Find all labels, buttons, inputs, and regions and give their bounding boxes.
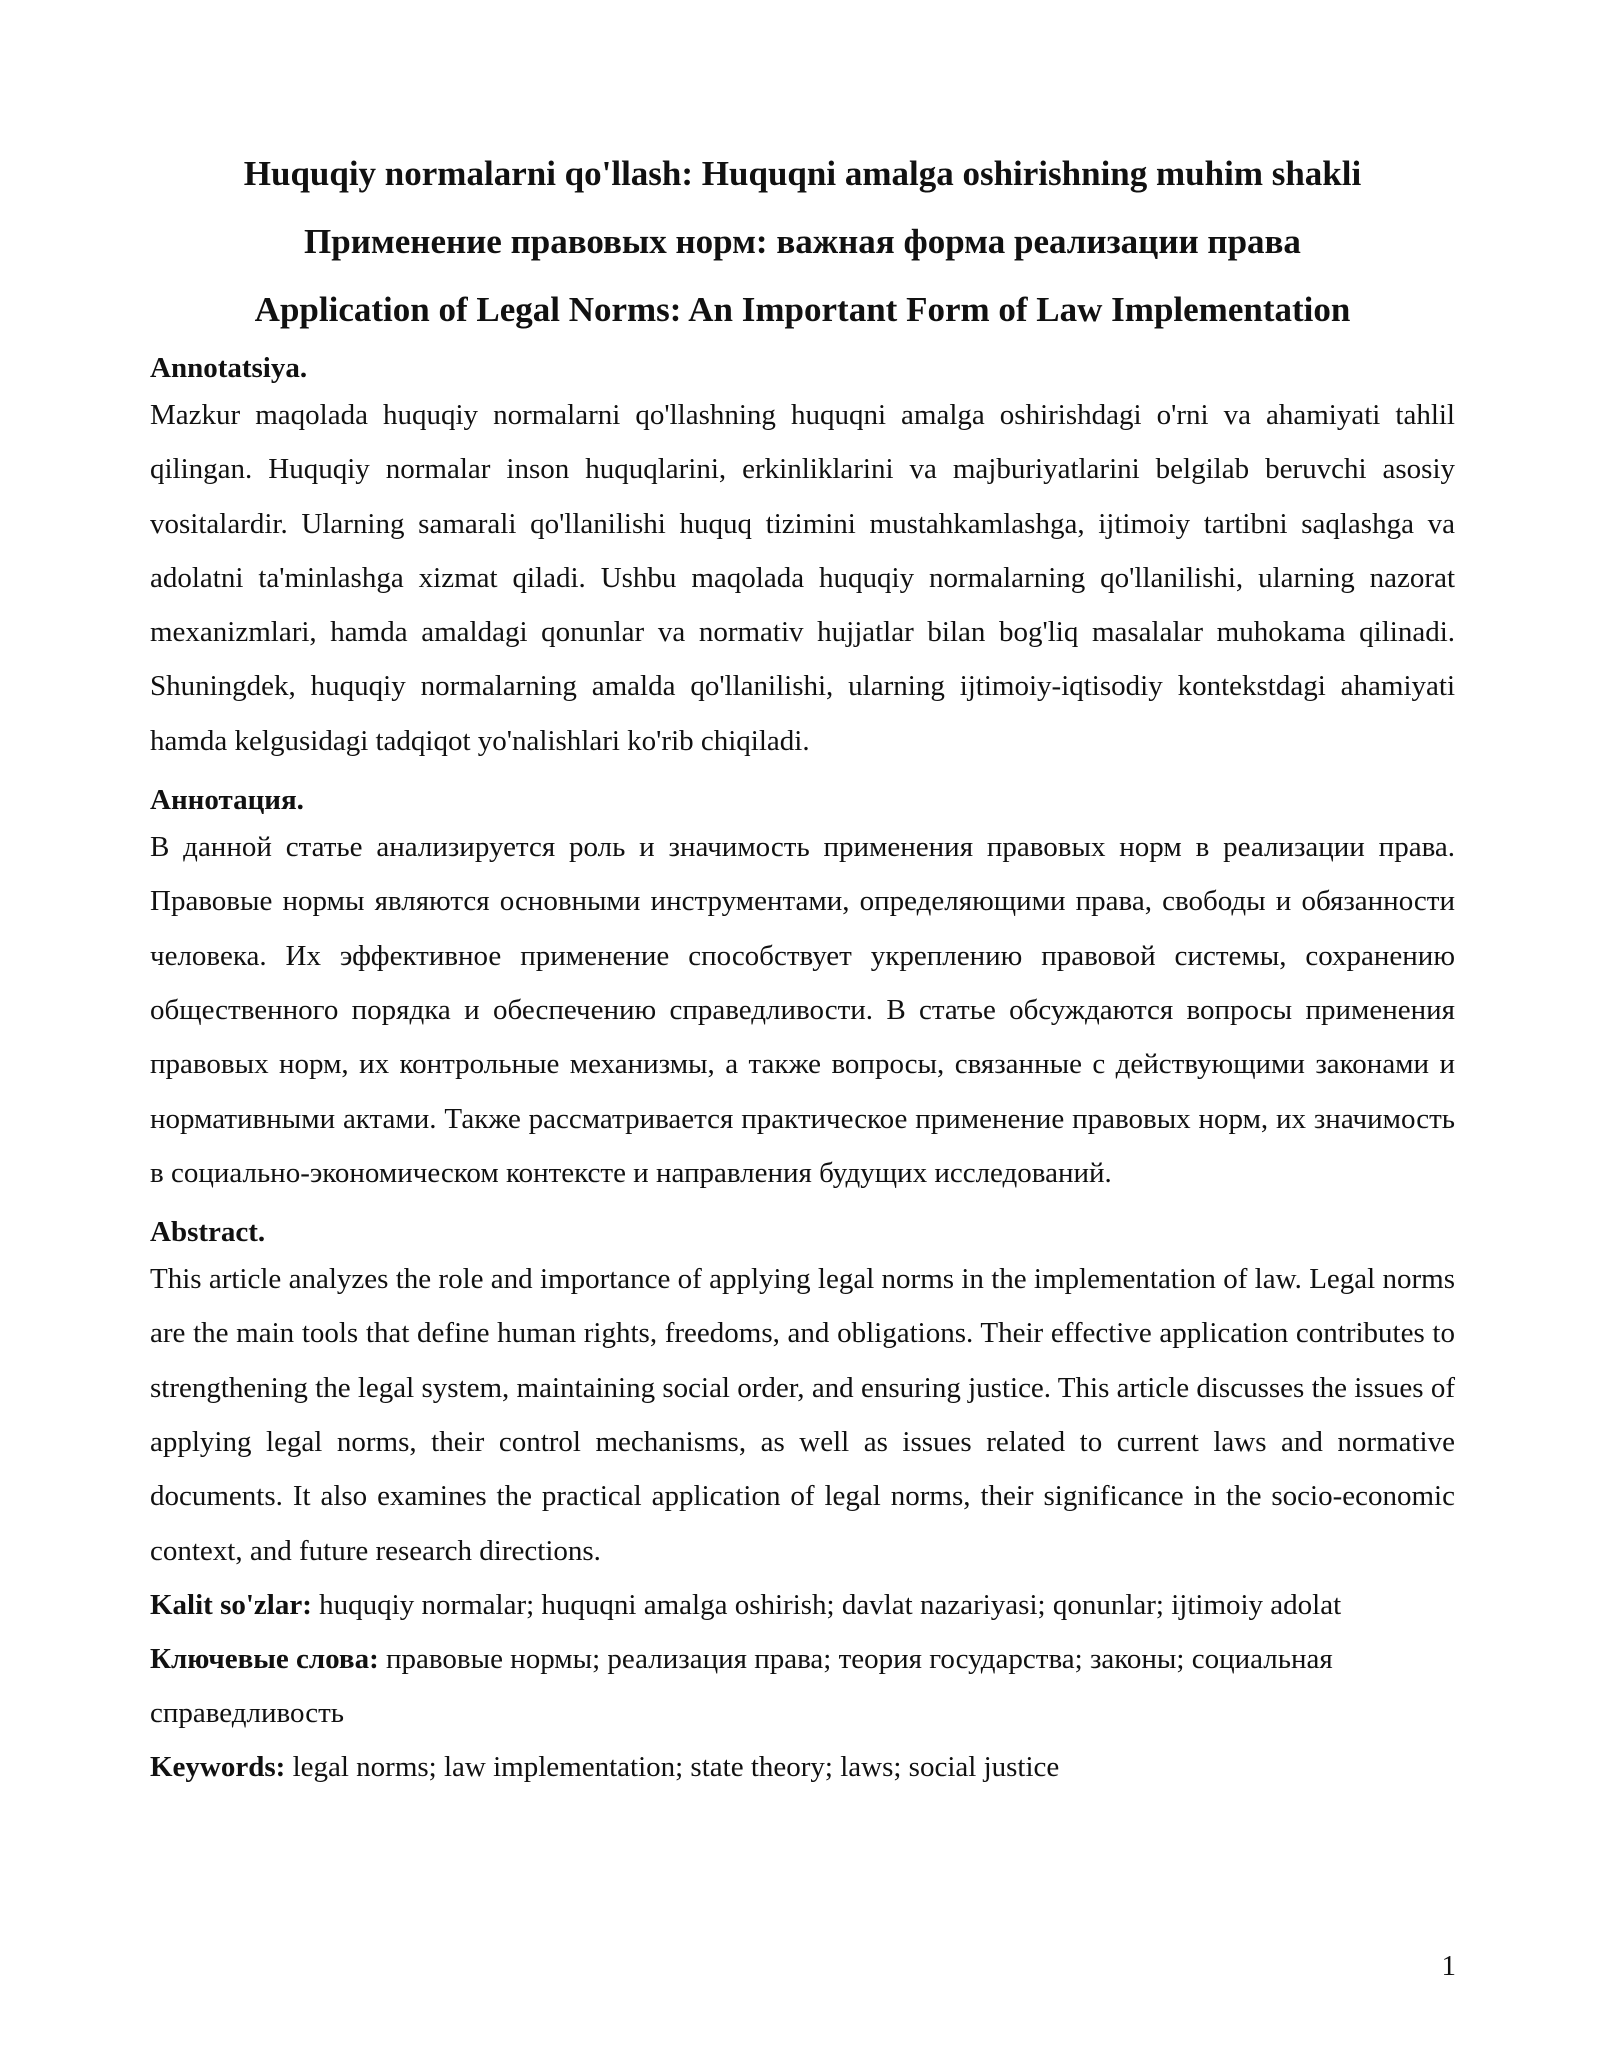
keywords-english-label: Keywords: xyxy=(150,1750,286,1783)
title-uzbek: Huquqiy normalarni qo'llash: Huquqni amalga oshirishning muhim shakli xyxy=(243,154,1362,193)
keywords-uzbek xyxy=(150,1578,1455,1632)
keywords-english-text: legal norms; law implementation; state theory; laws; social justice xyxy=(285,1750,1060,1783)
abstract-english-text: This article analyzes the role and importance of applying legal norms in the implementation of law. Legal norms are the main tools that define human rights, freedoms, and obligations. Their effective application contributes to strengthening the legal system, maintaining social order, and ensuring justice. This article discusses the issues of applying legal norms, their control mechanisms, as well as issues related to current laws and normative documents. It also examines the practical application of legal norms, their significance in the socio-economic context, and future research directions. xyxy=(150,1263,1455,1567)
title-english: Application of Legal Norms: An Important Form of Law Implementation xyxy=(254,290,1351,329)
title-russian: Применение правовых норм: важная форма реализации права xyxy=(304,222,1301,261)
keywords-english xyxy=(150,1740,1455,1794)
abstract-uzbek-text: Mazkur maqolada huquqiy normalarni qo'llashning huquqni amalga oshirishdagi o'rni va ahamiyati tahlil qilingan. Huquqiy normalar inson huquqlarini, erkinliklarini va majburiyatlarini belgilab beruvchi asosiy vositalardir. Ularning samarali qo'llanilishi huquq tizimini mustahkamlashga, ijtimoiy tartibni saqlashga va adolatni ta'minlashga xizmat qiladi. Ushbu maqolada huquqiy normalarning qo'llanilishi, ularning nazorat mexanizmlari, hamda amaldagi qonunlar va normativ hujjatlar bilan bog'liq masalalar muhokama qilinadi. Shuningdek, huquqiy normalarning amalda qo'llanilishi, ularning ijtimoiy-iqtisodiy kontekstdagi ahamiyati hamda kelgusidagi tadqiqot yo'nalishlari ko'rib chiqiladi. xyxy=(150,399,1455,757)
abstract-russian-text: В данной статье анализируется роль и значимость применения правовых норм в реализации права. Правовые нормы являются основными инструментами, определяющими права, свободы и обязанности человека. Их эффективное применение способствует укреплению правовой системы, сохранению общественного порядка и обеспечению справедливости. В статье обсуждаются вопросы применения правовых норм, их контрольные механизмы, а также вопросы, связанные с действующими законами и нормативными актами. Также рассматривается практическое применение правовых норм, их значимость в социально-экономическом контексте и направления будущих исследований. xyxy=(150,831,1455,1189)
document-content xyxy=(150,140,1455,1794)
keywords-russian-text: правовые нормы; реализация права; теория государства; законы; социальная справедливость xyxy=(150,1642,1333,1729)
abstract-uzbek-heading: Annotatsiya. xyxy=(150,352,308,384)
page-number: 1 xyxy=(1441,1950,1456,1982)
keywords-russian xyxy=(150,1632,1455,1740)
keywords-uzbek-label: Kalit so'zlar: xyxy=(150,1588,312,1621)
abstract-english-heading: Abstract. xyxy=(150,1216,266,1249)
keywords-uzbek-text: huquqiy normalar; huquqni amalga oshirish; davlat nazariyasi; qonunlar; ijtimoiy adolat xyxy=(311,1588,1342,1621)
abstract-russian-heading: Аннотация. xyxy=(150,784,304,817)
keywords-russian-label: Ключевые слова: xyxy=(150,1642,379,1675)
